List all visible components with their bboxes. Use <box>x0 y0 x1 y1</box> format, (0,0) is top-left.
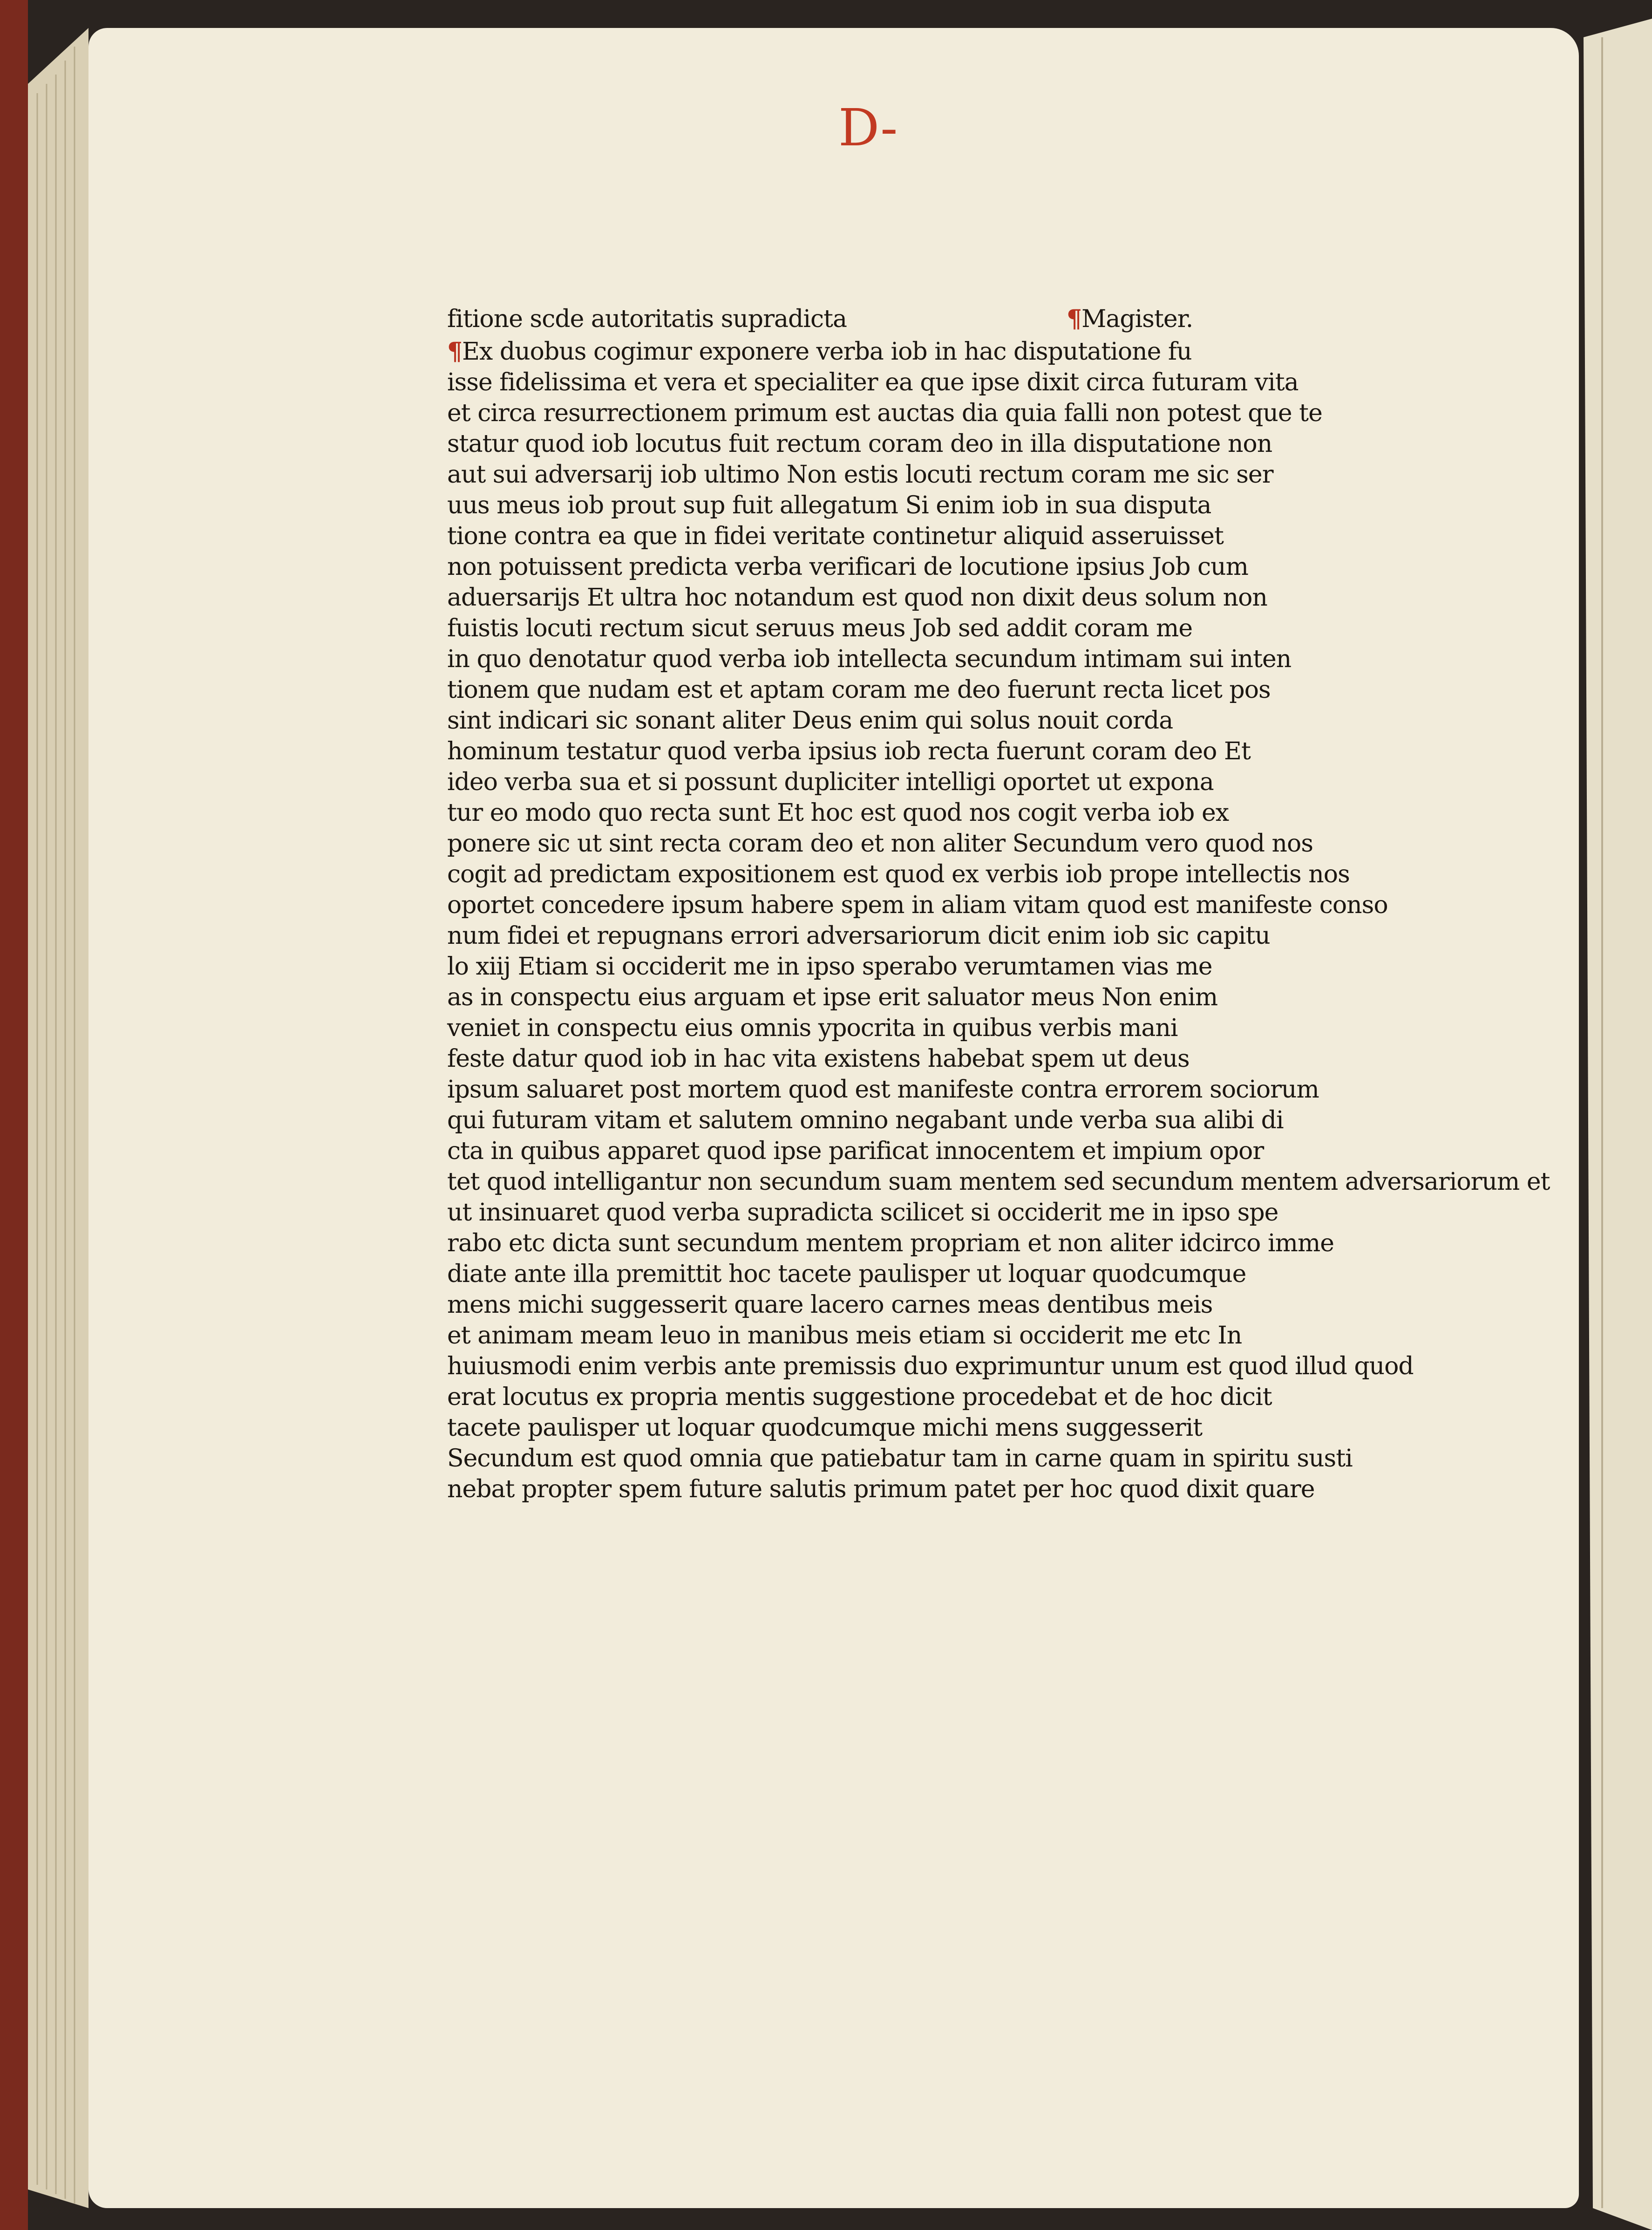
text-line: tione contra ea que in fidei veritate continetur aliquid asseruisset <box>447 522 1224 550</box>
rubricated-page-mark: D- <box>838 98 898 157</box>
incipit-text: fitione scde autoritatis supradicta <box>447 305 847 333</box>
text-line: num fidei et repugnans errori adversariorum dicit enim iob sic capitu <box>447 922 1270 950</box>
incipit-line <box>447 303 1323 335</box>
text-line: tacete paulisper ut loquar quodcumque michi mens suggesserit <box>447 1414 1203 1442</box>
text-line: as in conspectu eius arguam et ipse erit saluator meus Non enim <box>447 983 1218 1011</box>
text-line: diate ante illa premittit hoc tacete paulisper ut loquar quodcumque <box>447 1260 1246 1288</box>
text-column <box>447 284 1550 1682</box>
text-line: et animam meam leuo in manibus meis etiam si occiderit me etc In <box>447 1322 1242 1350</box>
text-line: ideo verba sua et si possunt dupliciter intelligi oportet ut expona <box>447 768 1214 796</box>
text-line: mens michi suggesserit quare lacero carnes meas dentibus meis <box>447 1291 1213 1319</box>
text-line: sint indicari sic sonant aliter Deus enim qui solus nouit corda <box>447 707 1173 735</box>
section-marker <box>1067 303 1193 335</box>
text-line: erat locutus ex propria mentis suggestione procedebat et de hoc dicit <box>447 1383 1272 1411</box>
text-line: non potuissent predicta verba verificari de locutione ipsius Job cum <box>447 553 1248 581</box>
text-line: qui futuram vitam et salutem omnino negabant unde verba sua alibi di <box>447 1106 1284 1134</box>
red-edge-binding <box>0 0 28 2230</box>
text-line: et circa resurrectionem primum est auctas dia quia falli non potest que te <box>447 399 1322 427</box>
text-line: hominum testatur quod verba ipsius iob recta fuerunt coram deo Et <box>447 737 1251 765</box>
text-line: uus meus iob prout sup fuit allegatum Si enim iob in sua disputa <box>447 491 1211 519</box>
text-line: feste datur quod iob in hac vita existens habebat spem ut deus <box>447 1045 1190 1073</box>
text-line: Secundum est quod omnia que patiebatur tam in carne quam in spiritu susti <box>447 1445 1353 1473</box>
text-line: cta in quibus apparet quod ipse parificat innocentem et impium opor <box>447 1137 1264 1165</box>
section-marker-text: Magister. <box>1081 305 1193 333</box>
text-line: cogit ad predictam expositionem est quod ex verbis iob prope intellectis nos <box>447 860 1350 888</box>
text-line: nebat propter spem future salutis primum patet per hoc quod dixit quare <box>447 1475 1315 1503</box>
text-line: aduersarijs Et ultra hoc notandum est quod non dixit deus solum non <box>447 584 1267 612</box>
paragraph-mark-icon: ¶ <box>447 337 462 366</box>
text-line: tionem que nudam est et aptam coram me deo fuerunt recta licet pos <box>447 676 1271 704</box>
text-line: ¶Ex duobus cogimur exponere verba iob in hac disputatione fu <box>447 337 1192 366</box>
text-line: veniet in conspectu eius omnis ypocrita in quibus verbis mani <box>447 1014 1178 1042</box>
text-line: ponere sic ut sint recta coram deo et non aliter Secundum vero quod nos <box>447 830 1313 858</box>
text-line: fuistis locuti rectum sicut seruus meus Job sed addit coram me <box>447 614 1193 642</box>
text-line: lo xiij Etiam si occiderit me in ipso sperabo verumtamen vias me <box>447 953 1212 981</box>
paragraph-mark-icon: ¶ <box>1067 305 1082 333</box>
text-line: oportet concedere ipsum habere spem in aliam vitam quod est manifeste conso <box>447 891 1388 919</box>
text-line: statur quod iob locutus fuit rectum coram deo in illa disputatione non <box>447 430 1272 458</box>
right-page-edge <box>1584 19 1652 2230</box>
text-line: isse fidelissima et vera et specialiter ea que ipse dixit circa futuram vita <box>447 368 1298 396</box>
text-line: huiusmodi enim verbis ante premissis duo exprimuntur unum est quod illud quod <box>447 1352 1414 1380</box>
text-line: in quo denotatur quod verba iob intellecta secundum intimam sui inten <box>447 645 1292 673</box>
text-line: aut sui adversarij iob ultimo Non estis locuti rectum coram me sic ser <box>447 461 1273 489</box>
text-line: ut insinuaret quod verba supradicta scilicet si occiderit me in ipso spe <box>447 1199 1278 1227</box>
text-line: tur eo modo quo recta sunt Et hoc est quod nos cogit verba iob ex <box>447 799 1229 827</box>
text-line: ipsum saluaret post mortem quod est manifeste contra errorem sociorum <box>447 1076 1319 1104</box>
text-line: rabo etc dicta sunt secundum mentem propriam et non aliter idcirco imme <box>447 1229 1334 1257</box>
text-line: tet quod intelligantur non secundum suam mentem sed secundum mentem adversariorum et <box>447 1168 1550 1196</box>
